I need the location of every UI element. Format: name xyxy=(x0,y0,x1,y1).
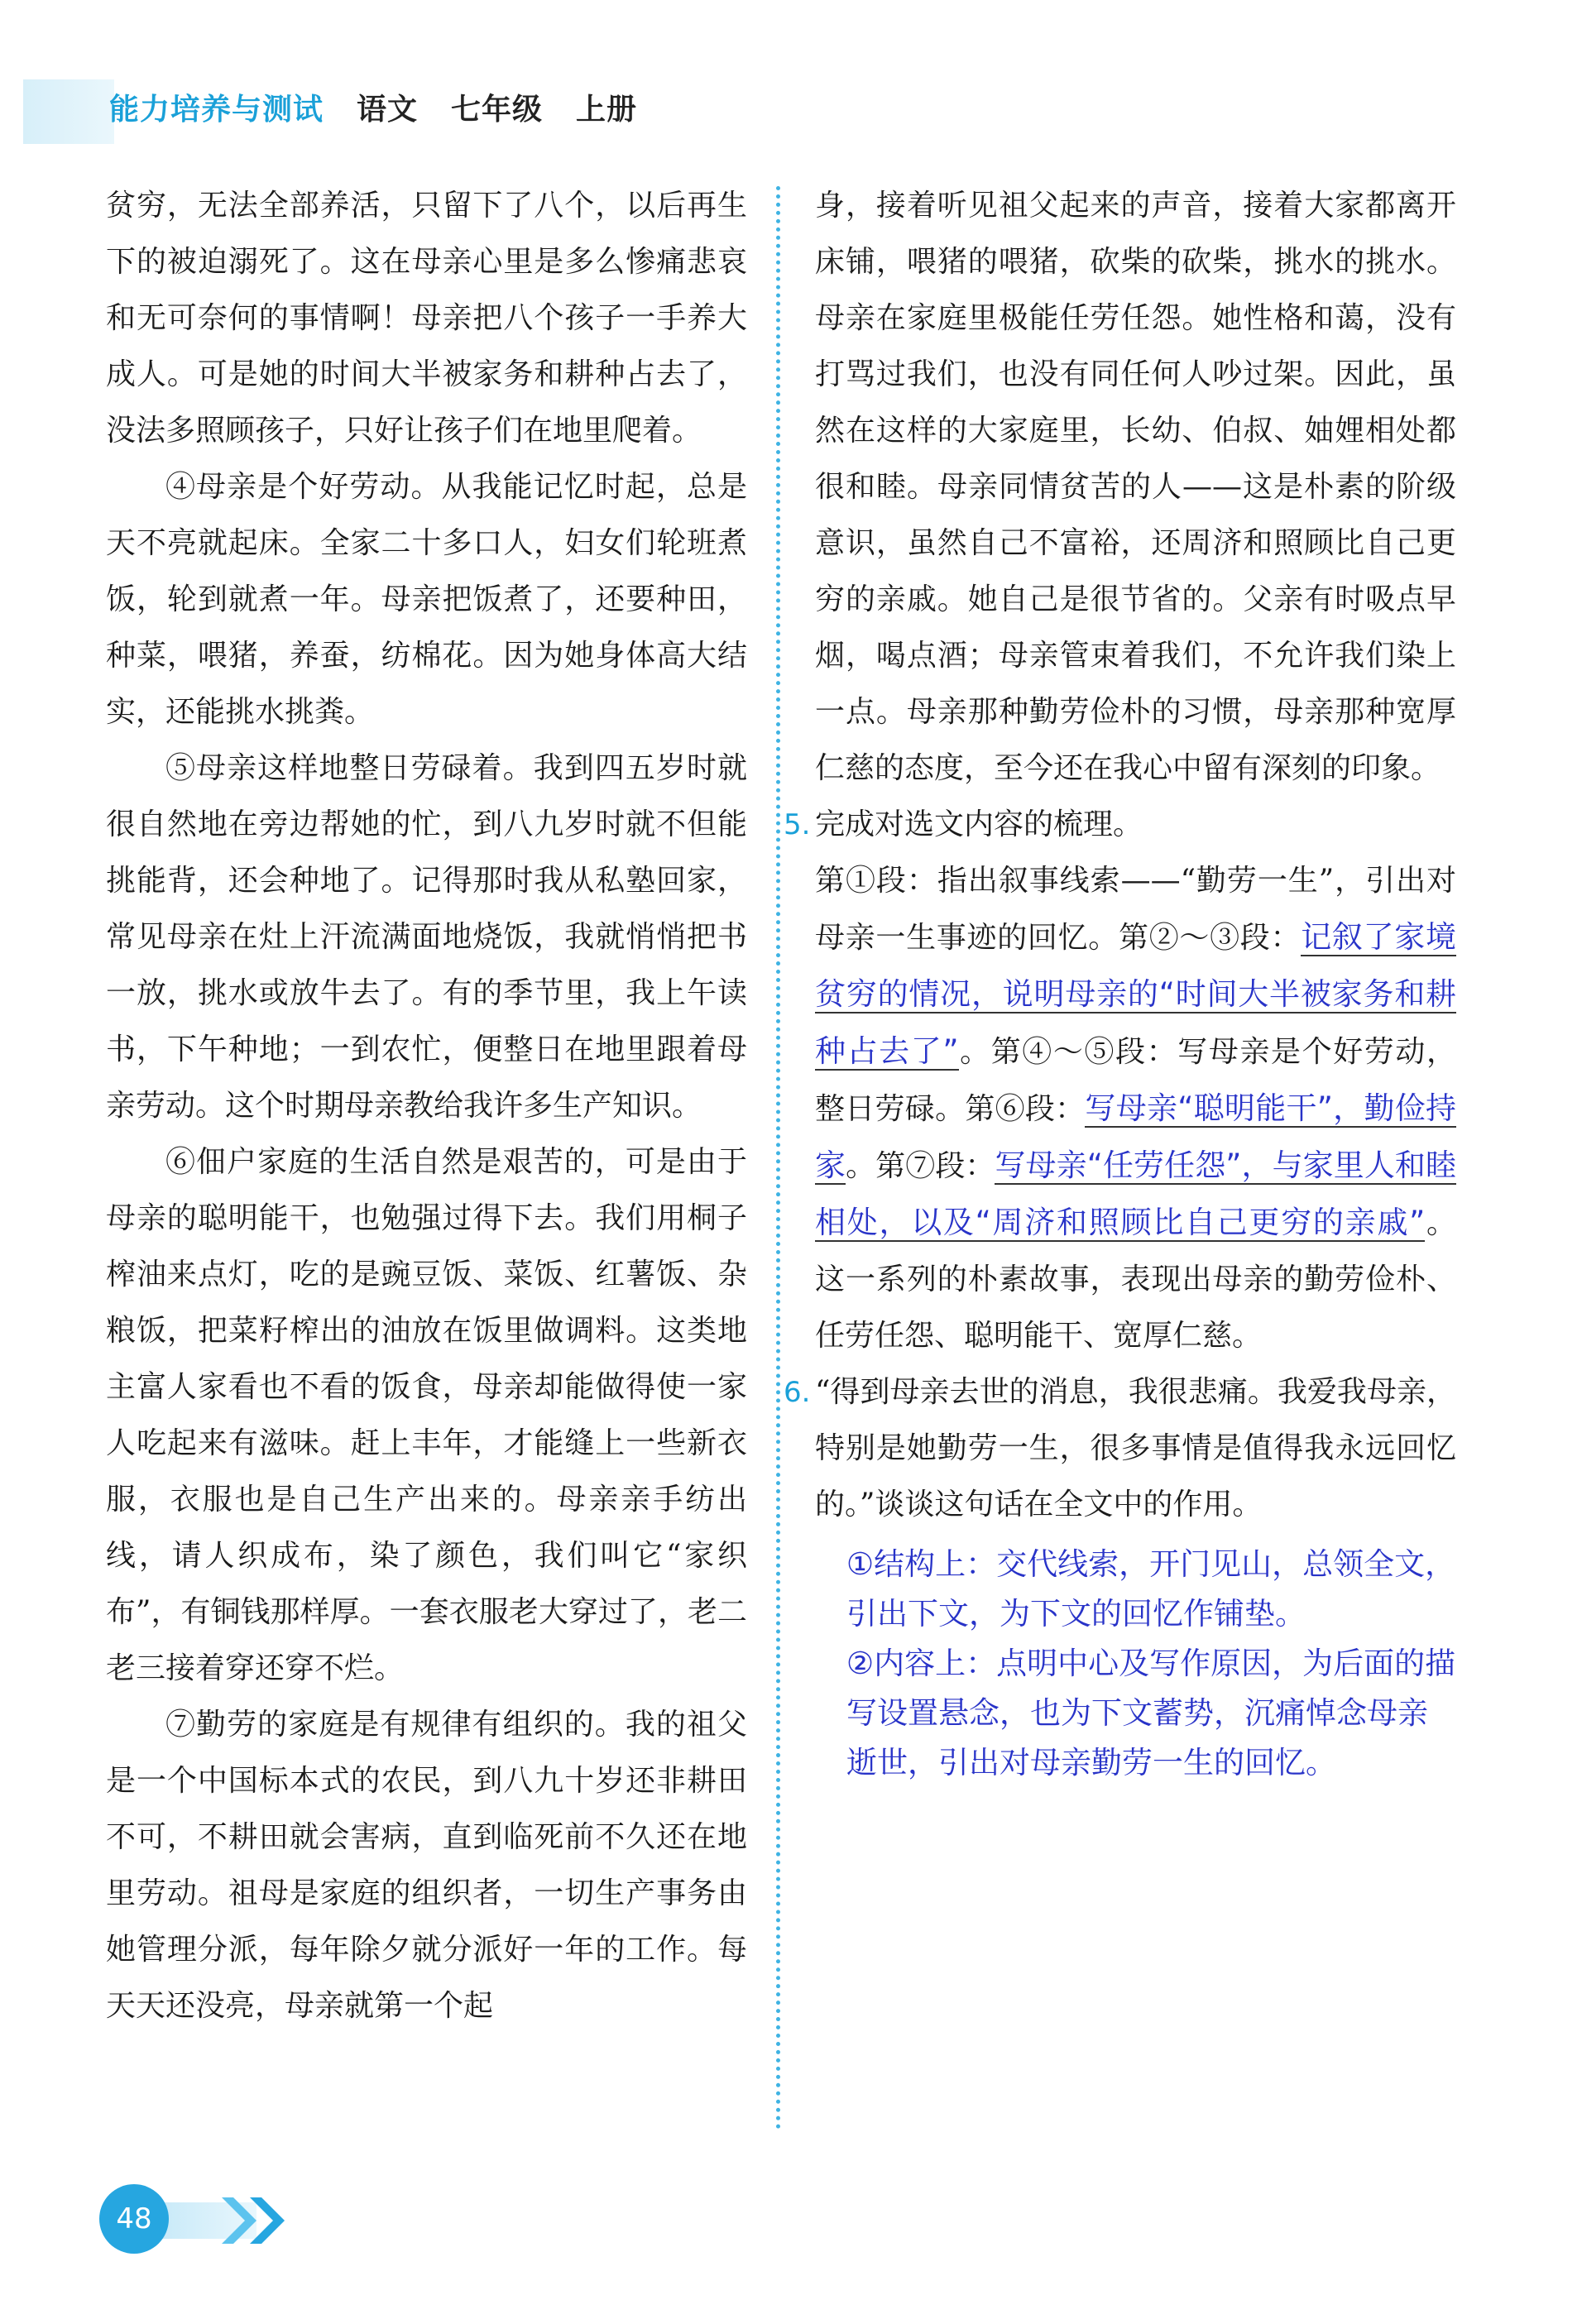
chevron-right-icon xyxy=(213,2192,296,2249)
page-header xyxy=(0,0,1582,157)
question-number: 5. xyxy=(784,808,811,841)
right-column xyxy=(784,178,1456,1788)
question-prompt: “得到母亲去世的消息，我很悲痛。我爱我母亲，特别是她勤劳一生，很多事情是值得我永远回忆的。”谈谈这句话在全文中的作用。 xyxy=(815,1375,1456,1521)
paragraph-5: ⑤母亲这样地整日劳碌着。我到四五岁时就很自然地在旁边帮她的忙，到八九岁时就不但能挑能背，还会种地了。记得那时我从私塾回家，常见母亲在灶上汗流满面地烧饭，我就悄悄把书一放，挑水或放牛去了。有的季节里，我上午读书，下午种地；一到农忙，便整日在地里跟着母亲劳动。这个时期母亲教给我许多生产知识。 xyxy=(106,751,747,1123)
answer-content: ②内容上：点明中心及写作原因，为后面的描写设置悬念，也为下文蓄势，沉痛悼念母亲逝世，引出对母亲勤劳一生的回忆。 xyxy=(846,1646,1456,1780)
book-volume: 上册 xyxy=(576,93,638,127)
paragraph-7: ⑦勤劳的家庭是有规律有组织的。我的祖父是一个中国标本式的农民，到八九十岁还非耕田不可，不耕田就会害病，直到临死前不久还在地里劳动。祖母是家庭的组织者，一切生产事务由她管理分派，每年除夕就分派好一年的工作。每天天还没亮，母亲就第一个起 xyxy=(106,1708,747,2023)
answer-structure: ①结构上：交代线索，开门见山，总领全文，引出下文，为下文的回忆作铺垫。 xyxy=(846,1546,1456,1632)
question-6 xyxy=(784,1364,1456,1788)
answer-blank-2: 写母亲“聪明能干”，勤俭持家 xyxy=(815,1090,1456,1183)
left-column xyxy=(106,178,747,2034)
book-grade: 七年级 xyxy=(451,93,544,127)
question-5 xyxy=(784,797,1456,1364)
fill-text-2: 。第④～⑤段：写母亲是个好劳动，整日劳碌。第⑥段： xyxy=(815,1035,1456,1126)
fill-text-3: 。第⑦段： xyxy=(846,1149,995,1183)
book-subject: 语文 xyxy=(357,93,419,127)
answer-blank-1: 记叙了家境贫穷的情况，说明母亲的“时间大半被家务和耕种占去了” xyxy=(815,919,1456,1069)
paragraph-4: ④母亲是个好劳动。从我能记忆时起，总是天不亮就起床。全家二十多口人，妇女们轮班煮饭，轮到就煮一年。母亲把饭煮了，还要种田，种菜，喂猪，养蚕，纺棉花。因为她身体高大结实，还能挑水挑粪。 xyxy=(106,470,747,729)
paragraph-7-continued: 身，接着听见祖父起来的声音，接着大家都离开床铺，喂猪的喂猪，砍柴的砍柴，挑水的挑水。母亲在家庭里极能任劳任怨。她性格和蔼，没有打骂过我们，也没有同任何人吵过架。因此，虽然在这样的大家庭里，长幼、伯叔、妯娌相处都很和睦。母亲同情贫苦的人——这是朴素的阶级意识，虽然自己不富裕，还周济和照顾比自己更穷的亲戚。她自己是很节省的。父亲有时吸点早烟，喝点酒；母亲管束着我们，不允许我们染上一点。母亲那种勤劳俭朴的习惯，母亲那种宽厚仁慈的态度，至今还在我心中留有深刻的印象。 xyxy=(815,189,1456,785)
header-title xyxy=(109,86,670,128)
question-number: 6. xyxy=(784,1376,811,1409)
column-divider xyxy=(776,186,780,2130)
question-6-answer xyxy=(846,1540,1456,1788)
fill-text-1: 第①段：指出叙事线索——“勤劳一生”，引出对母亲一生事迹的回忆。第②～③段： xyxy=(815,864,1456,955)
header-decor-band xyxy=(23,79,114,144)
page-number: 48 xyxy=(99,2184,169,2254)
book-series: 能力培养与测试 xyxy=(109,93,324,127)
question-prompt: 完成对选文内容的梳理。 xyxy=(815,807,1143,841)
answer-blank-3: 写母亲“任劳任怨”，与家里人和睦相处，以及“周济和照顾比自己更穷的亲戚” xyxy=(815,1148,1456,1240)
paragraph-6: ⑥佃户家庭的生活自然是艰苦的，可是由于母亲的聪明能干，也勉强过得下去。我们用桐子榨油来点灯，吃的是豌豆饭、菜饭、红薯饭、杂粮饭，把菜籽榨出的油放在饭里做调料。这类地主富人家看也不看的饭食，母亲却能做得使一家人吃起来有滋味。赶上丰年，才能缝上一些新衣服，衣服也是自己生产出来的。母亲亲手纺出线，请人织成布，染了颜色，我们叫它“家织布”，有铜钱那样厚。一套衣服老大穿过了，老二老三接着穿还穿不烂。 xyxy=(106,1145,747,1685)
question-5-fill-text xyxy=(815,853,1456,1364)
fill-text-4: 。这一系列的朴素故事，表现出母亲的勤劳俭朴、任劳任怨、聪明能干、宽厚仁慈。 xyxy=(815,1206,1456,1353)
paragraph-3-continued: 贫穷，无法全部养活，只留下了八个，以后再生下的被迫溺死了。这在母亲心里是多么惨痛悲哀和无可奈何的事情啊！母亲把八个孩子一手养大成人。可是她的时间大半被家务和耕种占去了，没法多照顾孩子，只好让孩子们在地里爬着。 xyxy=(106,189,747,448)
